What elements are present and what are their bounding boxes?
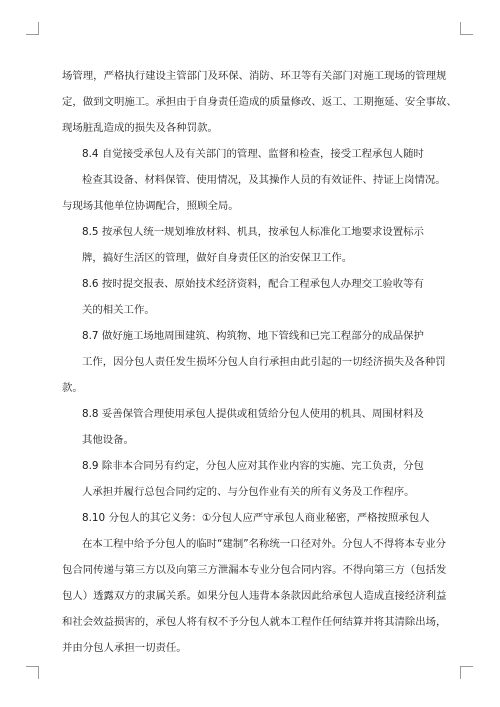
- text-line: 牌，搞好生活区的管理，做好自身责任区的治安保卫工作。: [82, 252, 353, 264]
- text-line: 定，做到文明施工。承担由于自身责任造成的质量修改、返工、工期拖延、安全事故、: [62, 96, 457, 108]
- text-line: 包合同传递与第三方以及向第三方泄漏本专业分包合同内容。不得向第三方（包括发: [62, 564, 447, 576]
- text-line: 在本工程中给予分包人的临时“建制”名称统一口径对外。分包人不得将本专业分: [82, 538, 447, 550]
- text-line: 关的相关工作。: [82, 304, 155, 316]
- text-line: 8.6 按时提交报表、原始技术经济资料，配合工程承包人办理交工验收等有: [82, 278, 424, 290]
- text-line: 8.4 自觉接受承包人及有关部门的管理、监督和检查，接受工程承包人随时: [82, 148, 424, 160]
- text-line: 8.5 按承包人统一规划堆放材料、机具，按承包人标准化工地要求设置标示: [82, 226, 424, 238]
- text-line: 和社会效益损害的，承包人将有权不予分包人就本工程作任何结算并将其清除出场，: [62, 616, 447, 628]
- text-line: 现场脏乱造成的损失及各种罚款。: [62, 122, 218, 134]
- text-line: 8.7 做好施工场地周围建筑、构筑物、地下管线和已完工程部分的成品保护: [82, 330, 424, 342]
- text-line: 8.8 妥善保管合理使用承包人提供或租赁给分包人使用的机具、周围材料及: [82, 408, 424, 420]
- crop-mark-top-left: [26, 22, 39, 35]
- text-line: 8.9 除非本合同另有约定，分包人应对其作业内容的实施、完工负责，分包: [82, 460, 424, 472]
- text-line: 场管理，严格执行建设主管部门及环保、消防、环卫等有关部门对施工现场的管理规: [62, 70, 447, 82]
- text-line: 款。: [62, 382, 83, 394]
- crop-mark-top-right: [460, 22, 473, 35]
- text-line: 工作，因分包人责任发生损坏分包人自行承担由此引起的一切经济损失及各种罚: [82, 356, 446, 368]
- crop-mark-bottom-right: [460, 666, 473, 679]
- text-line: 并由分包人承担一切责任。: [62, 642, 187, 654]
- text-line: 人承担并履行总包合同约定的、与分包作业有关的所有义务及工作程序。: [82, 486, 415, 498]
- text-line: 其他设备。: [82, 434, 134, 446]
- text-line: 与现场其他单位协调配合，照顾全局。: [62, 200, 239, 212]
- text-line: 8.10 分包人的其它义务：①分包人应严守承包人商业秘密，严格按照承包人: [82, 512, 430, 524]
- crop-mark-bottom-left: [26, 666, 39, 679]
- text-line: 包人）透露双方的隶属关系。如果分包人违背本条款因此给承包人造成直接经济利益: [62, 590, 447, 602]
- text-line: 检查其设备、材料保管、使用情况，及其操作人员的有效证件、持证上岗情况。: [82, 174, 446, 186]
